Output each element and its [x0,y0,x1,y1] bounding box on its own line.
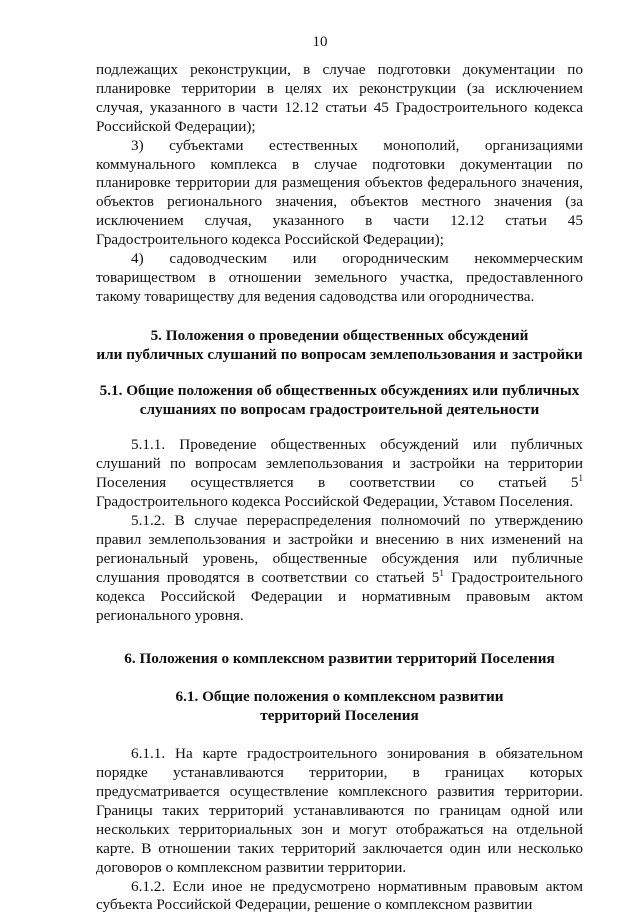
paragraph-5-1-1-text-a: 5.1.1. Проведение общественных обсуждений или публичных слушаний по вопросам землепользования и застройки на территории Поселения осуществляется в соответствии со статьей 5 [96,436,583,492]
paragraph-6-1-1: 6.1.1. На карте градостроительного зонирования в обязательном порядке устанавливаются территории, в границах которых предусматривается осуществление комплексного развития территории. Границы таких территорий устанавливаются по границам одной или нескольких территориальных зон и могут отображаться на отдельной карте. В отношении таких территорий заключается один или несколько договоров о комплексном развитии территории. [96,745,583,876]
section-5-1-heading-line2: слушаниях по вопросам градостроительной деятельности [139,400,540,418]
list-item-4: 4) садоводческим или огородническим некоммерческим товариществом в отношении земельного участка, предоставленного такому товариществу для ведения садоводства или огородничества. [96,250,583,305]
paragraph-5-1-1-text-b: Градостроительного кодекса Российской Федерации, Уставом Поселения. [96,493,574,511]
paragraph-5-1-1 [96,436,583,512]
superscript: 1 [439,567,444,578]
superscript: 1 [578,473,583,484]
paragraph-continuation: подлежащих реконструкции, в случае подготовки документации по планировке территории в целях их реконструкции (за исключением случая, указанного в части 12.12 статьи 45 Градостроительного кодекса Российской Федерации); [96,61,583,135]
section-6-1-heading-line1: 6.1. Общие положения о комплексном развитии [175,688,504,706]
list-item-3: 3) субъектами естественных монополий, организациями коммунального комплекса в случае подготовки документации по планировке территории для размещения объектов федерального значения, объектов регионального значения, объектов местного значения (за исключением случая, указанного в части 12.12 статьи 45 Градостроительного кодекса Российской Федерации); [96,136,583,249]
section-5-1-heading [96,382,583,420]
section-5-1-heading-line1: 5.1. Общие положения об общественных обсуждениях или публичных [99,381,580,399]
paragraph-5-1-2 [96,512,583,625]
section-5-heading [96,327,583,365]
section-6-1-heading [96,688,583,726]
paragraph-6-1-2: 6.1.2. Если иное не предусмотрено нормативным правовым актом субъекта Российской Федерации, решение о комплексном развитии [96,877,583,914]
section-5-heading-line2: или публичных слушаний по вопросам землепользования и застройки [96,345,583,363]
paragraph-5-1-2-text-a: 5.1.2. В случае перераспределения полномочий по утверждению правил землепользования и застройки и внесению в них изменений на региональный уровень, общественные обсуждения или публичные слушания проводятся в соответствии со статьей 5 [96,512,583,586]
section-6-1-heading-line2: территорий Поселения [260,707,419,725]
paragraph-5-1-2-text-b: Градостроительного кодекса Российской Федерации и нормативным правовым актом регионального уровня. [96,568,583,624]
section-5-heading-line1: 5. Положения о проведении общественных обсуждений [150,326,529,344]
document-body [96,61,583,915]
section-6-heading: 6. Положения о комплексном развитии территорий Поселения [124,650,555,668]
page-number: 10 [312,34,328,50]
